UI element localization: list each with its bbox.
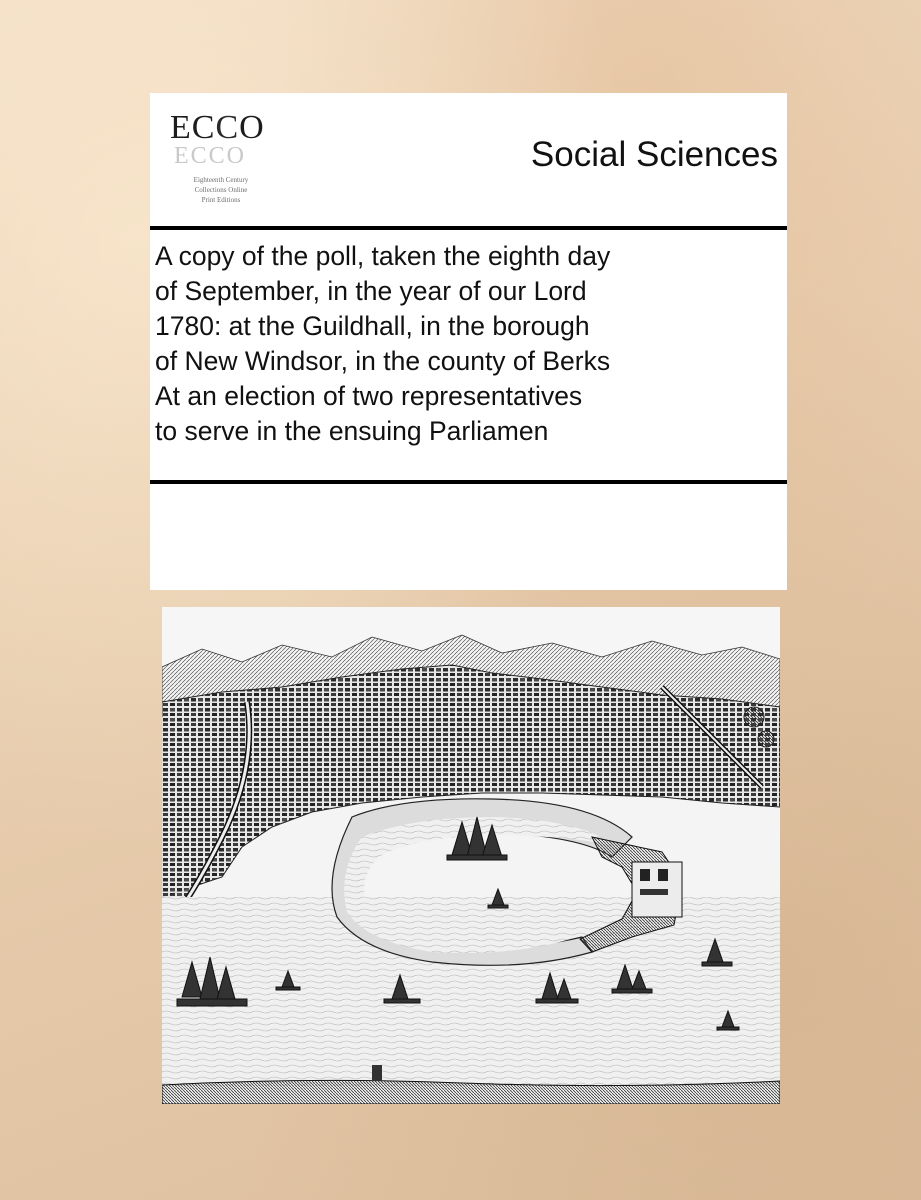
- category-label: Social Sciences: [530, 135, 778, 174]
- ecco-logo: [170, 109, 270, 219]
- logo-wordmark: ECCO: [170, 109, 265, 146]
- logo-ghost-text: ECCO: [174, 143, 247, 169]
- title-line: of September, in the year of our Lord: [155, 276, 587, 306]
- title-line: of New Windsor, in the county of Berks: [155, 346, 611, 376]
- title-line: to serve in the ensuing Parliamen: [155, 416, 549, 446]
- top-rule: [150, 226, 787, 230]
- title-line: At an election of two representatives: [155, 381, 583, 411]
- harbour-town-engraving: [162, 607, 780, 1104]
- book-title: [155, 239, 785, 449]
- cover-panel: [150, 93, 787, 590]
- logo-caption: Eighteenth Century Collections Online Print Editions: [193, 176, 249, 204]
- bottom-rule: [150, 480, 787, 484]
- title-line: 1780: at the Guildhall, in the borough: [155, 311, 590, 341]
- title-line: A copy of the poll, taken the eighth day: [155, 241, 611, 271]
- cover-header: [150, 93, 787, 228]
